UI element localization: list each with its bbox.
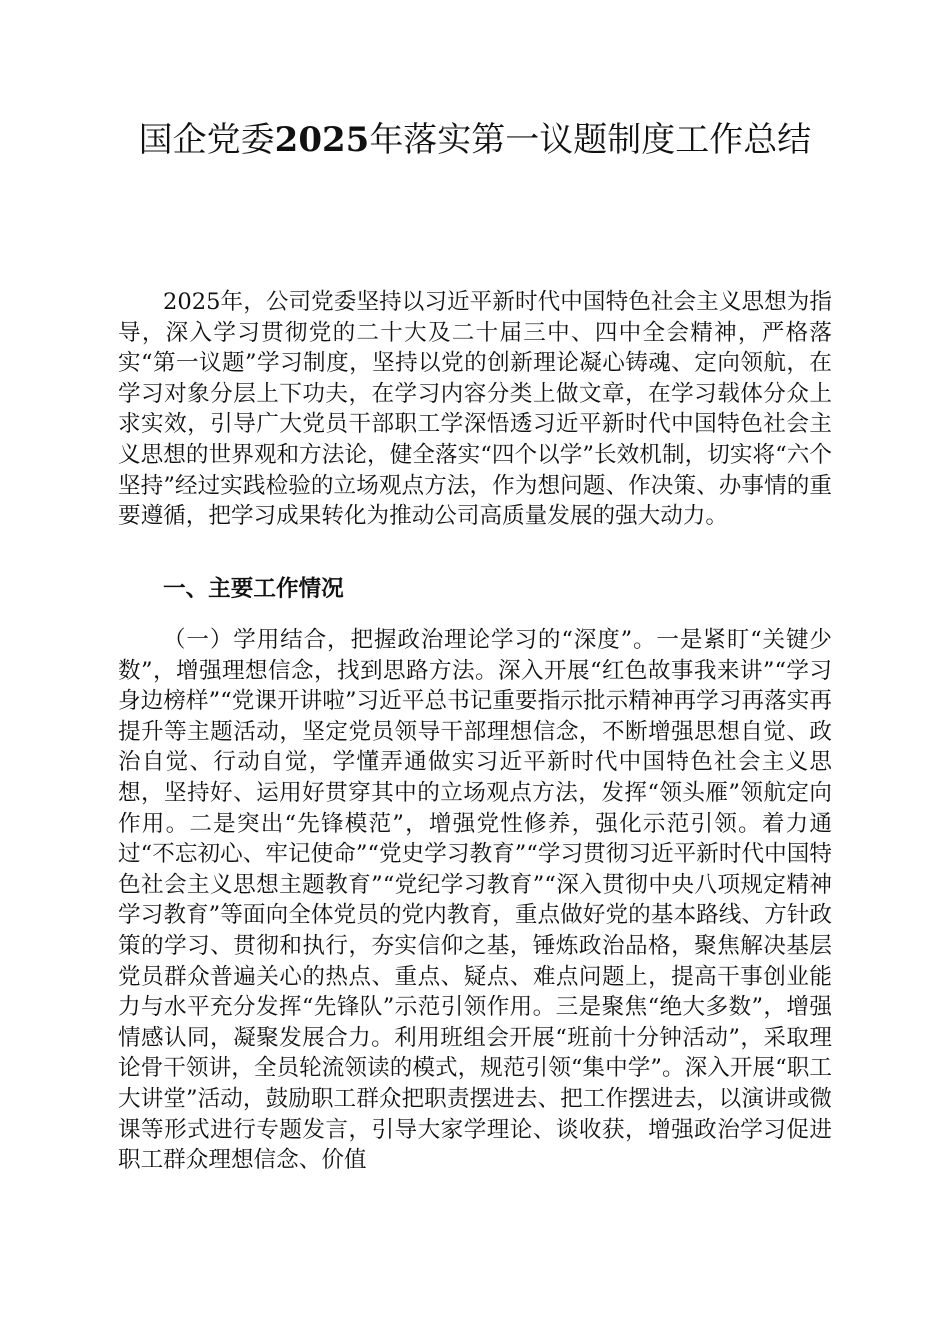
section-heading: 一、主要工作情况 <box>163 576 344 602</box>
document-title <box>100 118 850 162</box>
title-prefix: 国企党委 <box>138 120 275 160</box>
section-paragraph: （一）学用结合，把握政治理论学习的“深度”。一是紧盯“关键少数”，增强理想信念，找到思路方法。深入开展“红色故事我来讲”“学习身边榜样”“党课开讲啦”习近平总书记重要指示批示精神再学习再落实再提升等主题活动，坚定党员领导干部理想信念，不断增强思想自觉、政治自觉、行动自觉，学懂弄通做实习近平新时代中国特色社会主义思想，坚持好、运用好贯穿其中的立场观点方法，发挥“领头雁”领航定向作用。二是突出“先锋模范”，增强党性修养，强化示范引领。着力通过“不忘初心、牢记使命”“党史学习教育”“学习贯彻习近平新时代中国特色社会主义思想主题教育”“党纪学习教育”“深入贯彻中央八项规定精神学习教育”等面向全体党员的党内教育，重点做好党的基本路线、方针政策的学习、贯彻和执行，夯实信仰之基，锤炼政治品格，聚焦解决基层党员群众普遍关心的热点、重点、疑点、难点问题上，提高干事创业能力与水平充分发挥“先锋队”示范引领作用。三是聚焦“绝大多数”，增强情感认同，凝聚发展合力。利用班组会开展“班前十分钟活动”，采取理论骨干领讲，全员轮流领读的模式，规范引领“集中学”。深入开展“职工大讲堂”活动，鼓励职工群众把职责摆进去、把工作摆进去，以演讲或微课等形式进行专题发言，引导大家学理论、谈收获，增强政治学习促进职工群众理想信念、价值 <box>118 627 832 1174</box>
title-year: 2025 <box>274 120 370 160</box>
title-suffix: 年落实第一议题制度工作总结 <box>369 120 812 160</box>
intro-paragraph: 2025年，公司党委坚持以习近平新时代中国特色社会主义思想为指导，深入学习贯彻党的二十大及二十届三中、四中全会精神，严格落实“第一议题”学习制度，坚持以党的创新理论凝心铸魂、定向领航，在学习对象分层上下功夫，在学习内容分类上做文章，在学习载体分众上求实效，引导广大党员干部职工学深悟透习近平新时代中国特色社会主义思想的世界观和方法论，健全落实“四个以学”长效机制，切实将“六个坚持”经过实践检验的立场观点方法，作为想问题、作决策、办事情的重要遵循，把学习成果转化为推动公司高质量发展的强大动力。 <box>118 289 832 530</box>
